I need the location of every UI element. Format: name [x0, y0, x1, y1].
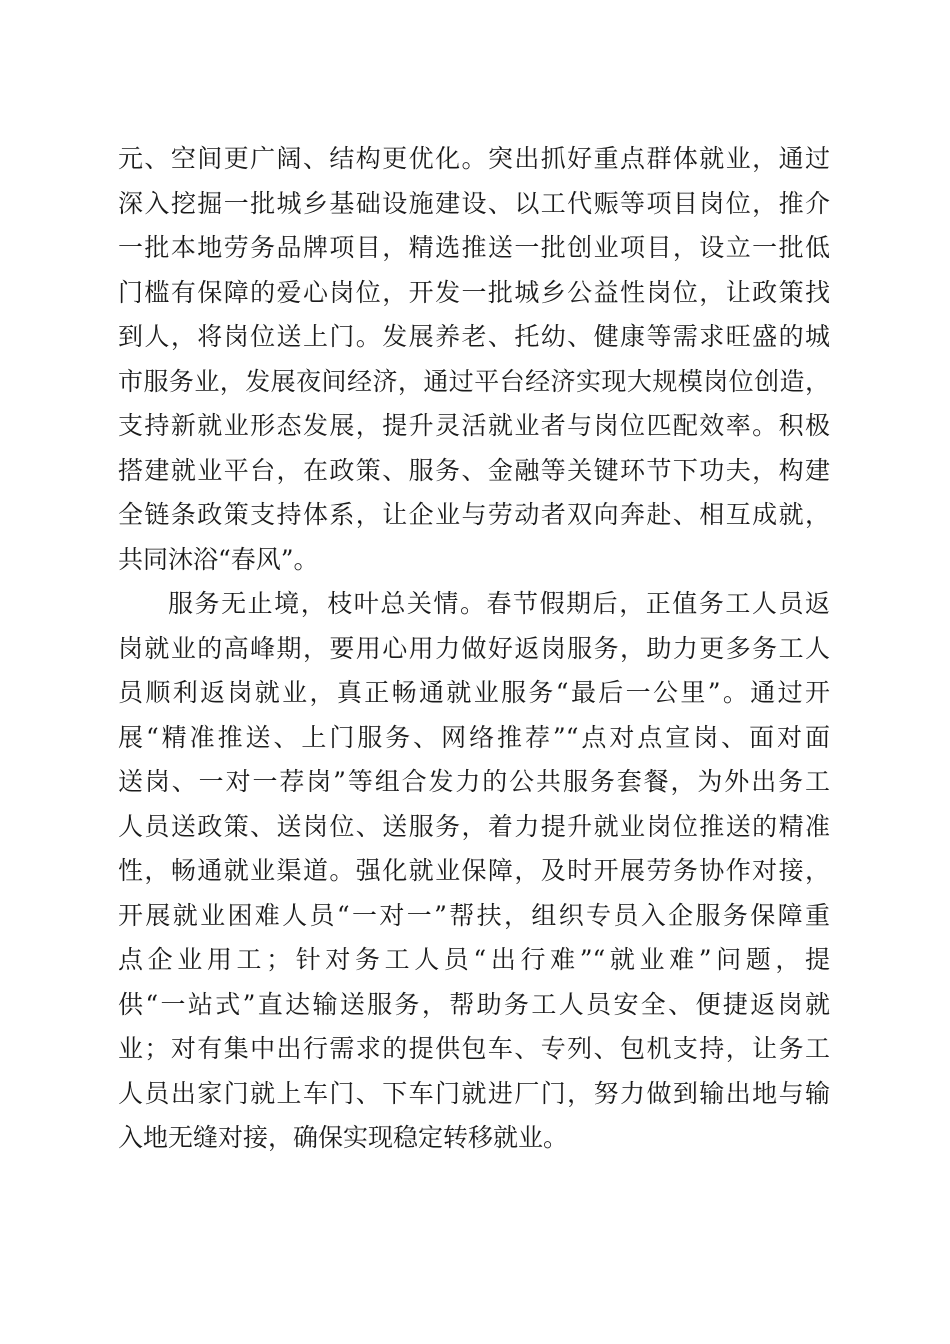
paragraph-1-line-3: 一批本地劳务品牌项目，精选推送一批创业项目，设立一批低 [118, 233, 830, 262]
paragraph-2-line-12: 人员出家门就上车门、下车门就进厂门，努力做到输出地与输 [118, 1078, 830, 1108]
paragraph-1-line-7: 支持新就业形态发展，提升灵活就业者与岗位匹配效率。积极 [118, 411, 830, 440]
paragraph-2-line-9: 点企业用工；针对务工人员“出行难”“就业难”问题，提 [118, 945, 830, 974]
paragraph-1-line-8: 搭建就业平台，在政策、服务、金融等关键环节下功夫，构建 [118, 455, 830, 485]
paragraph-1-line-10: 共同沐浴“春风”。 [118, 544, 319, 574]
paragraph-2-line-4: 展“精准推送、上门服务、网络推荐”“点对点宣岗、面对面 [118, 722, 830, 752]
paragraph-2-line-10: 供“一站式”直达输送服务，帮助务工人员安全、便捷返岗就 [118, 989, 830, 1019]
paragraph-2-line-11: 业；对有集中出行需求的提供包车、专列、包机支持，让务工 [118, 1034, 830, 1063]
paragraph-2-line-6: 人员送政策、送岗位、送服务，着力提升就业岗位推送的精准 [118, 811, 830, 841]
paragraph-2-line-5: 送岗、一对一荐岗”等组合发力的公共服务套餐，为外出务工 [118, 767, 830, 796]
paragraph-2-line-3: 员顺利返岗就业，真正畅通就业服务“最后一公里”。通过开 [118, 678, 830, 707]
paragraph-2-line-8: 开展就业困难人员“一对一”帮扶，组织专员入企服务保障重 [118, 900, 830, 930]
paragraph-1-line-4: 门槛有保障的爱心岗位，开发一批城乡公益性岗位，让政策找 [118, 277, 830, 307]
paragraph-2-line-2: 岗就业的高峰期，要用心用力做好返岗服务，助力更多务工人 [118, 633, 830, 663]
paragraph-1-line-5: 到人，将岗位送上门。发展养老、托幼、健康等需求旺盛的城 [118, 322, 830, 351]
paragraph-1-line-6: 市服务业，发展夜间经济，通过平台经济实现大规模岗位创造， [118, 366, 830, 396]
paragraph-1-line-9: 全链条政策支持体系，让企业与劳动者双向奔赴、相互成就， [118, 500, 830, 529]
document-body [118, 137, 830, 1161]
paragraph-2-line-7: 性，畅通就业渠道。强化就业保障，及时开展劳务协作对接， [118, 856, 830, 885]
paragraph-1-line-1: 元、空间更广阔、结构更优化。突出抓好重点群体就业，通过 [118, 144, 830, 173]
paragraph-2-line-13: 入地无缝对接，确保实现稳定转移就业。 [118, 1123, 569, 1152]
paragraph-2-line-1: 服务无止境，枝叶总关情。春节假期后，正值务工人员返 [168, 589, 830, 618]
paragraph-1-line-2: 深入挖掘一批城乡基础设施建设、以工代赈等项目岗位，推介 [118, 188, 830, 218]
